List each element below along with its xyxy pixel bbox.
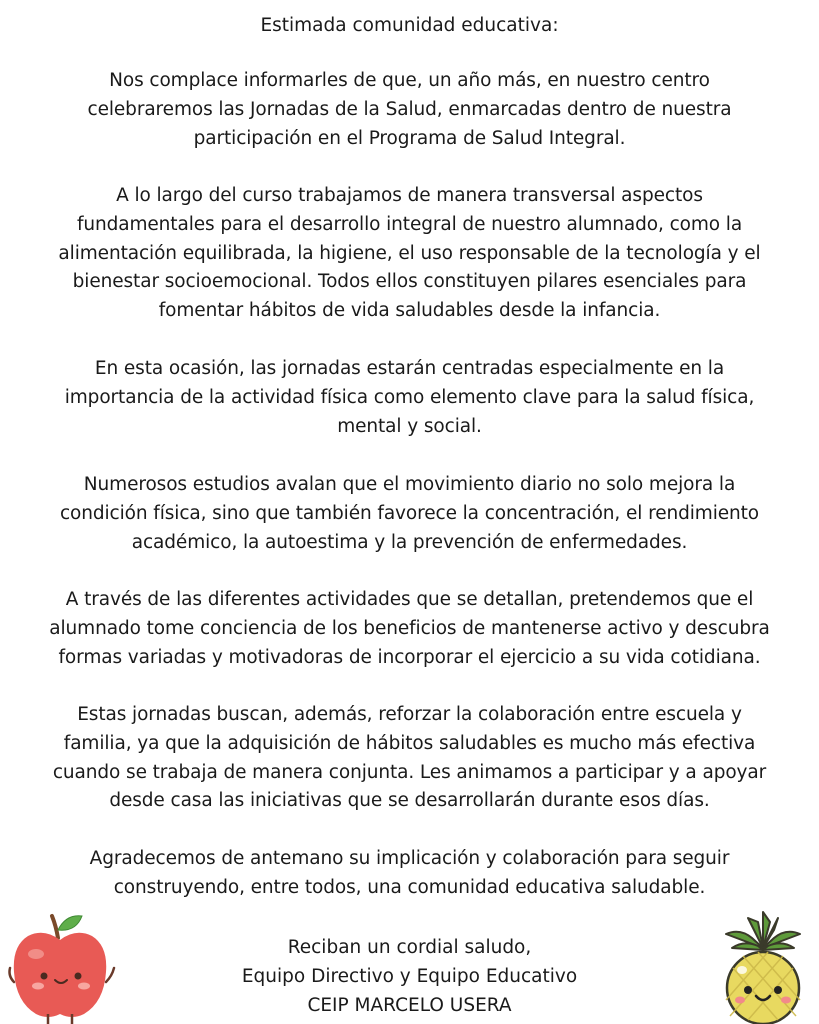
text-line: Numerosos estudios avalan que el movimiento diario no solo mejora la [83,474,736,495]
text-line: fomentar hábitos de vida saludables desde la infancia. [158,300,661,322]
paragraph-thanks [0,845,819,903]
text-line: importancia de la actividad física como elemento clave para la salud física, [64,386,755,408]
text-line: cuando se trabaja de manera conjunta. Les animamos a participar y a apoyar [52,761,767,783]
paragraph-focus [0,355,819,441]
text-line: condición física, sino que también favorece la concentración, el rendimiento [59,502,760,524]
text-line: bienestar socioemocional. Todos ellos constituyen pilares esenciales para [72,271,747,293]
closing-line: Reciban un cordial saludo, [287,937,532,958]
text-line: A lo largo del curso trabajamos de manera transversal aspectos [116,185,703,206]
apple-character-icon [4,910,120,1024]
text-line: En esta ocasión, las jornadas estarán centradas especialmente en la [94,358,725,379]
paragraph-activities [0,586,819,672]
text-line: alimentación equilibrada, la higiene, el uso responsable de la tecnología y el [58,242,761,264]
text-line: A través de las diferentes actividades que se detallan, pretendemos que el [65,589,754,610]
pineapple-character-icon [718,908,808,1024]
text-line: participación en el Programa de Salud Integral. [193,127,626,149]
text-line: fundamentales para el desarrollo integral de nuestro alumnado, como la [76,213,743,235]
paragraph-curriculum [0,182,819,326]
text-line: académico, la autoestima y la prevención de enfermedades. [131,531,688,553]
text-line: familia, ya que la adquisición de hábitos saludables es mucho más efectiva [63,732,756,754]
text-line: Agradecemos de antemano su implicación y colaboración para seguir [89,848,730,869]
paragraph-intro [0,67,819,153]
greeting: Estimada comunidad educativa: [260,15,559,36]
text-line: Nos complace informarles de que, un año más, en nuestro centro [109,70,710,91]
text-line: formas variadas y motivadoras de incorporar el ejercicio a su vida cotidiana. [58,646,761,668]
paragraph-collaboration [0,701,819,816]
text-line: Estas jornadas buscan, además, reforzar la colaboración entre escuela y [77,704,742,725]
signature-school: CEIP MARCELO USERA [307,994,512,1016]
paragraph-studies [0,471,819,557]
text-line: alumnado tome conciencia de los beneficios de mantenerse activo y descubra [49,617,770,639]
signoff [0,934,819,1020]
text-line: celebraremos las Jornadas de la Salud, enmarcadas dentro de nuestra [87,98,732,120]
signature-team: Equipo Directivo y Equipo Educativo [241,965,578,987]
text-line: desde casa las iniciativas que se desarrollarán durante esos días. [109,790,710,812]
text-line: mental y social. [337,415,482,437]
text-line: construyendo, entre todos, una comunidad educativa saludable. [113,876,706,898]
